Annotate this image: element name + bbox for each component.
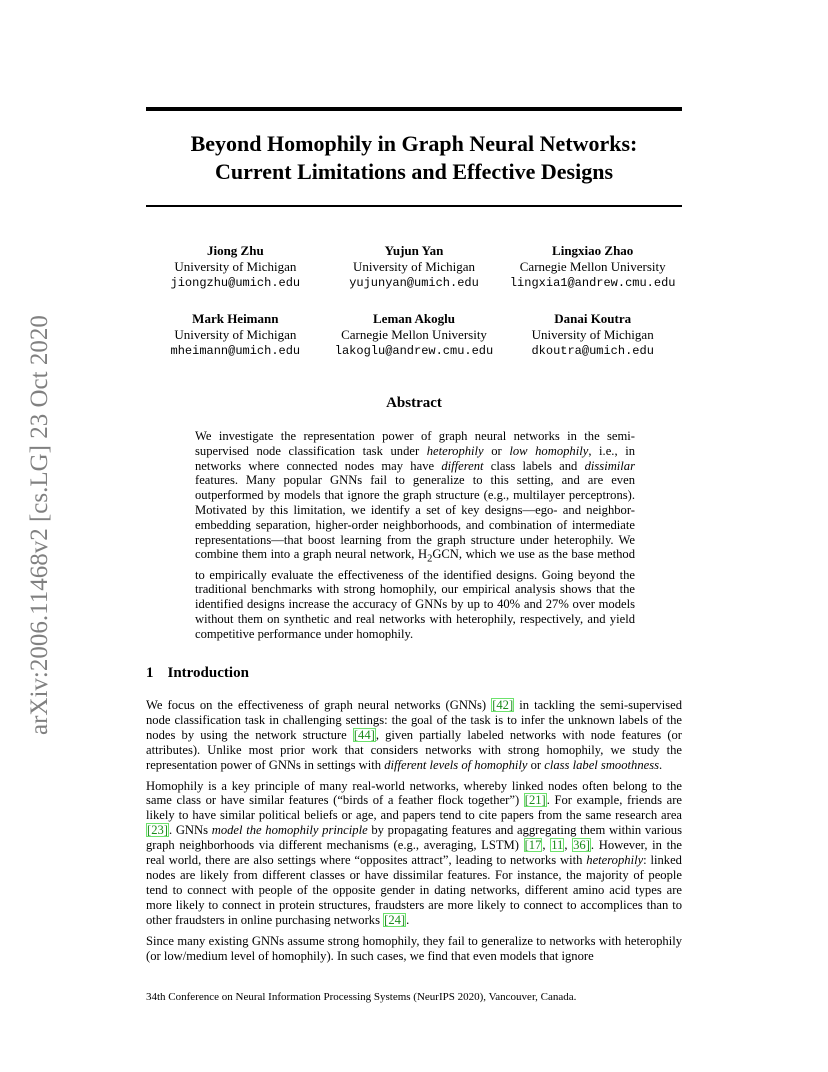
abstract-text: We investigate the representation power of graph neural networks in the semi-supervised node classification task under — [195, 429, 635, 458]
abstract-text: features. Many popular GNNs fail to generalize to this setting, and are even outperformed by models that ignore the graph structure (e.g., multilayer perceptrons). Motivated by this limitation, we identify a set of key designs—ego- and neighbor-embedding separation, higher-order neighborhoods, and combination of intermediate representations—that boost learning from the graph structure under heterophily. We combine them into a graph neural network, H — [195, 473, 635, 562]
abstract-text: class labels and — [483, 458, 585, 473]
author-name: Mark Heimann — [192, 311, 279, 326]
intro-body — [146, 698, 682, 969]
abstract-text: , i.e., in networks where connected nodes may have — [195, 443, 635, 473]
author-email[interactable]: lakoglu@andrew.cmu.edu — [334, 344, 494, 358]
citation-link[interactable]: [42] — [492, 698, 514, 712]
citation-link[interactable]: [44] — [353, 727, 375, 742]
author-email[interactable]: jiongzhu@umich.edu — [170, 276, 301, 290]
title-line-1: Beyond Homophily in Graph Neural Networks: — [190, 131, 638, 156]
abstract-text: or — [483, 443, 510, 458]
author-block — [146, 243, 325, 291]
title-top-rule — [146, 107, 682, 111]
author-row-2 — [146, 311, 682, 359]
author-name: Danai Koutra — [554, 311, 632, 326]
conference-footnote: 34th Conference on Neural Information Processing Systems (NeurIPS 2020), Vancouver, Canada. — [146, 991, 577, 1003]
citation-link[interactable]: [24] — [384, 912, 406, 927]
author-affiliation: Carnegie Mellon University — [341, 327, 487, 342]
intro-paragraph-2: Homophily is a key principle of many real-world networks, whereby linked nodes often belong to the same class or have similar features (“birds of a feather flock together”) [21]. For example, friends are likely to have similar political beliefs or age, and papers tend to cite papers from the same research area [23]. GNNs model the homophily principle by propagating features and aggregating them within various graph neighborhoods via different mechanisms (e.g., averaging, LSTM) [17, 11, 36]. However, in the real world, there are also settings where “opposites attract”, leading to networks with heterophily: linked nodes are likely from different classes or have dissimilar features. For instance, the majority of people tend to connect with people of the opposite gender in dating networks, different amino acid types are more likely to connect in protein structures, fraudsters are more likely to connect to accomplices than to other fraudsters in online purchasing networks [24]. — [146, 778, 682, 927]
abstract-emphasis: different — [441, 458, 484, 473]
author-affiliation: University of Michigan — [352, 259, 476, 274]
author-name: Jiong Zhu — [206, 243, 264, 258]
citation-link[interactable]: [21] — [524, 793, 546, 808]
section-number: 1 — [146, 665, 154, 681]
citation-link[interactable]: 36] — [573, 838, 590, 853]
title-bottom-rule — [146, 205, 682, 207]
abstract-text: GCN, which we use as the base method to empirically evaluate the effectiveness of the identified designs. Going beyond the traditional benchmarks with strong homophily, our empirical analysis shows that the identified designs increase the accuracy of GNNs by up to 40% and 27% over models without them on synthetic and real networks with heterophily, respectively, and yield competitive performance under homophily. — [195, 547, 636, 641]
abstract-emphasis: low homophily — [509, 443, 589, 458]
author-affiliation: University of Michigan — [531, 327, 654, 342]
author-email[interactable]: mheimann@umich.edu — [170, 344, 301, 358]
author-email[interactable]: yujunyan@umich.edu — [349, 276, 479, 290]
citation-link[interactable]: 11 — [551, 838, 564, 853]
author-email[interactable]: lingxia1@andrew.cmu.edu — [509, 276, 676, 290]
citation-link[interactable]: [17 — [524, 838, 542, 853]
author-email[interactable]: dkoutra@umich.edu — [531, 344, 654, 358]
author-block — [503, 311, 682, 359]
section-title: Introduction — [167, 665, 249, 681]
author-affiliation: Carnegie Mellon University — [519, 259, 666, 274]
arxiv-identifier: arXiv:2006.11468v2 [cs.LG] 23 Oct 2020 — [26, 315, 53, 735]
abstract-heading: Abstract — [386, 395, 442, 411]
author-row-1 — [146, 243, 682, 291]
abstract-emphasis: heterophily — [426, 443, 484, 458]
author-block — [503, 243, 682, 291]
author-block — [146, 311, 325, 359]
paper-title — [146, 130, 682, 186]
author-name: Lingxiao Zhao — [552, 243, 634, 258]
author-name: Yujun Yan — [384, 243, 444, 258]
author-block — [325, 311, 504, 359]
author-name: Leman Akoglu — [373, 311, 455, 326]
author-affiliation: University of Michigan — [174, 259, 297, 274]
intro-paragraph-1: We focus on the effectiveness of graph neural networks (GNNs) [42] in tackling the semi-supervised node classification task in challenging settings: the goal of the task is to infer the unknown labels of the nodes by using the network structure [44], given partially labeled networks with node features (or attributes). Unlike most prior work that considers networks with strong homophily, we study the representation power of GNNs in settings with different levels of homophily or class label smoothness. — [146, 698, 682, 772]
citation-link[interactable]: [23] — [147, 823, 168, 838]
abstract-emphasis: dissimilar — [584, 458, 635, 473]
abstract-subscript: 2 — [427, 553, 433, 565]
section-heading — [146, 665, 249, 682]
title-line-2: Current Limitations and Effective Designs — [214, 159, 614, 184]
author-block — [325, 243, 504, 291]
author-affiliation: University of Michigan — [174, 327, 297, 342]
abstract-body — [195, 429, 635, 642]
intro-paragraph-3: Since many existing GNNs assume strong homophily, they fail to generalize to networks with heterophily (or low/medium level of homophily). In such cases, we find that even models that ignore — [146, 933, 682, 963]
